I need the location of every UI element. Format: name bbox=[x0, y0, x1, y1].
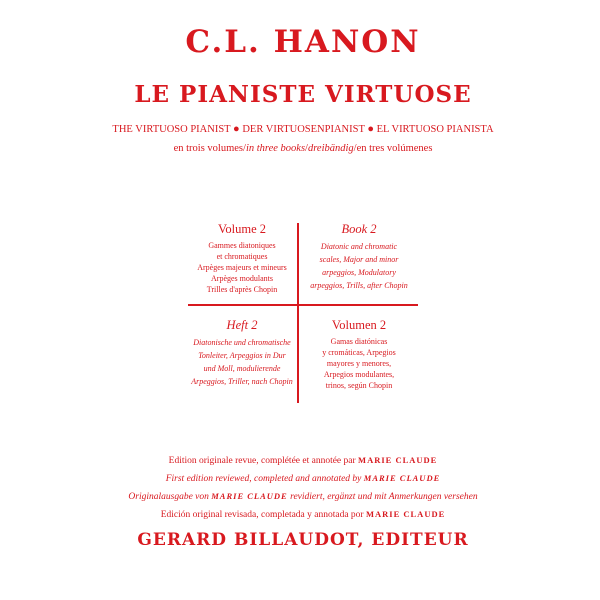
volumes-fr: en trois volumes bbox=[173, 143, 244, 154]
contents-line: Gamas diatónicas bbox=[330, 337, 388, 346]
contents-heading: Heft 2 bbox=[226, 318, 258, 332]
contents-en bbox=[300, 222, 418, 292]
contents-line: Tonleiter, Arpeggios in Dur bbox=[198, 351, 286, 360]
editor-name: MARIE CLAUDE bbox=[211, 491, 288, 501]
contents-heading: Volume 2 bbox=[217, 222, 267, 236]
editor-name: MARIE CLAUDE bbox=[358, 455, 438, 465]
credit-text: revidiert, ergänzt und mit Anmerkungen versehen bbox=[290, 492, 478, 502]
contents-line: arpeggios, Modulatory bbox=[322, 268, 396, 277]
contents-line: Arpèges majeurs et mineurs bbox=[197, 263, 287, 272]
contents-line: Arpegios modulantes, bbox=[323, 370, 395, 379]
slash-separator: / bbox=[243, 143, 246, 154]
volumes-es: en tres volúmenes bbox=[356, 143, 433, 154]
title-translations bbox=[110, 123, 496, 135]
publisher-name: GERARD BILLAUDOT, EDITEUR bbox=[137, 530, 469, 550]
contents-line: et chromatiques bbox=[216, 252, 268, 261]
volumes-de: dreibändig bbox=[307, 143, 354, 154]
score-cover bbox=[110, 0, 496, 600]
grid-horizontal-rule bbox=[188, 304, 418, 306]
title-de: DER VIRTUOSENPIANIST bbox=[242, 124, 365, 135]
contents-line: Arpeggios, Triller, nach Chopin bbox=[191, 377, 293, 386]
contents-line: Diatonic and chromatic bbox=[320, 242, 398, 251]
title-en: THE VIRTUOSO PIANIST bbox=[112, 124, 231, 135]
volumes-en: in three books bbox=[245, 143, 306, 154]
contents-de bbox=[188, 318, 296, 388]
contents-es bbox=[300, 318, 418, 391]
contents-list bbox=[300, 336, 418, 391]
contents-line: Trilles d'après Chopin bbox=[206, 285, 278, 294]
contents-line: Gammes diatoniques bbox=[208, 241, 276, 250]
contents-heading: Book 2 bbox=[341, 222, 377, 236]
bullet-separator: ● bbox=[367, 123, 374, 135]
editor-name: MARIE CLAUDE bbox=[365, 509, 446, 519]
work-title: LE PIANISTE VIRTUOSE bbox=[134, 81, 472, 108]
contents-heading: Volumen 2 bbox=[331, 318, 387, 332]
contents-line: y cromáticas, Arpegios bbox=[322, 348, 396, 357]
slash-separator: / bbox=[353, 143, 357, 154]
author-name: C.L. HANON bbox=[185, 24, 421, 60]
credit-de bbox=[110, 488, 496, 506]
contents-line: trinos, según Chopin bbox=[325, 381, 393, 390]
contents-line: arpeggios, Trills, after Chopin bbox=[310, 281, 408, 290]
credit-text: First edition reviewed, completed and annotated by bbox=[165, 474, 362, 484]
contents-line: scales, Major and minor bbox=[319, 255, 399, 264]
editor-name: MARIE CLAUDE bbox=[363, 473, 441, 483]
title-es: EL VIRTUOSO PIANISTA bbox=[376, 124, 494, 135]
volume-contents-grid bbox=[188, 218, 418, 408]
contents-line: und Moll, modulierende bbox=[203, 364, 281, 373]
contents-list bbox=[300, 240, 418, 292]
contents-line: mayores y menores, bbox=[326, 359, 392, 368]
credit-text: Edición original revisada, completada y annotada por bbox=[160, 510, 364, 520]
credit-text: Edition originale revue, complétée et annotée par bbox=[168, 456, 356, 466]
edition-credits bbox=[110, 452, 496, 524]
contents-list bbox=[188, 240, 296, 295]
contents-list bbox=[188, 336, 296, 388]
slash-separator: / bbox=[305, 143, 308, 154]
credit-es bbox=[110, 506, 496, 524]
contents-line: Diatonische und chromatische bbox=[193, 338, 291, 347]
credit-fr bbox=[110, 452, 496, 470]
volumes-count bbox=[110, 143, 496, 154]
grid-vertical-rule bbox=[297, 223, 299, 403]
contents-fr bbox=[188, 222, 296, 295]
credit-text: Originalausgabe von bbox=[128, 492, 209, 502]
contents-line: Arpèges modulants bbox=[211, 274, 273, 283]
credit-en bbox=[110, 470, 496, 488]
bullet-separator: ● bbox=[233, 123, 240, 135]
